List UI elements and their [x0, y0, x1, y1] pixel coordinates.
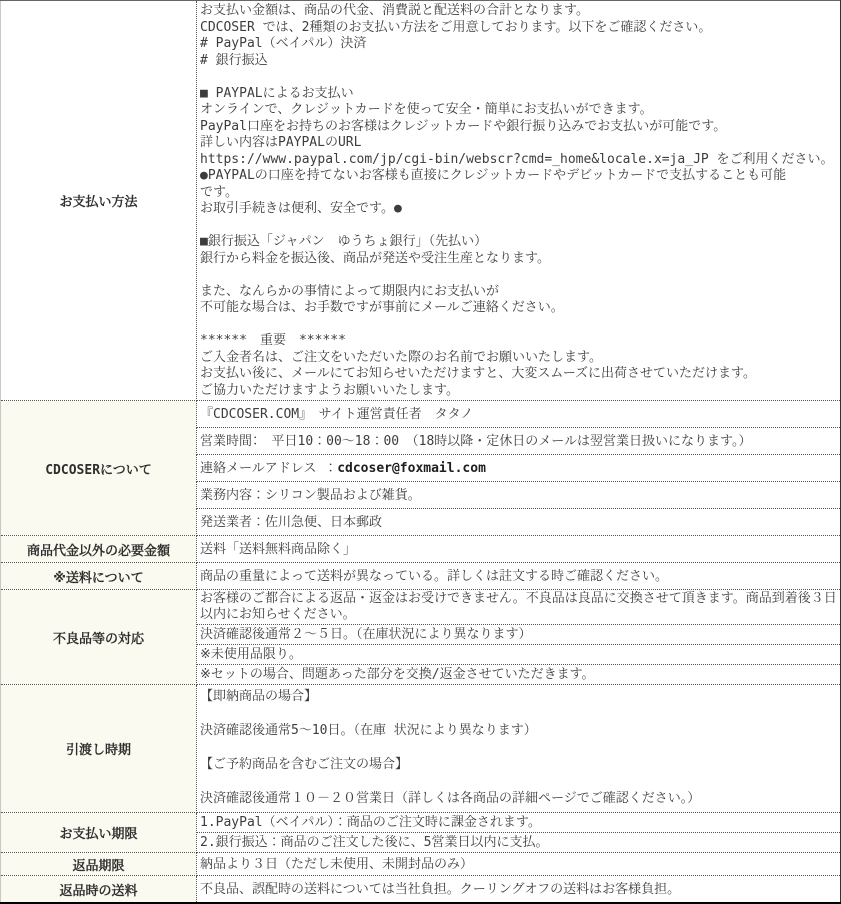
- about-shipping-carriers: 発送業者：佐川急便、日本郵政: [197, 509, 841, 536]
- delivery-content: 【即納商品の場合】 決済確認後通常5～10日。（在庫 状況により異なります） 【ご予約商品を含むご注文の場合】 決済確認後通常１０－２０営業日（詳しくは各商品の詳細ページでご確認ください。）: [197, 685, 841, 813]
- row-payment-method: [1, 1, 841, 401]
- row-defective-policy: [1, 590, 841, 625]
- row-payment-deadline-paypal: [1, 813, 841, 833]
- extra-fees-label: 商品代金以外の必要金額: [1, 536, 197, 563]
- defective-note-unused: ※未使用品限り。: [197, 645, 841, 665]
- contact-email-prefix: 連絡メールアドレス ：: [200, 460, 338, 476]
- about-business-hours: 営業時間： 平日10：00～18：00 （18時以降・定休日のメールは翌営業日扱いになります。）: [197, 428, 841, 455]
- row-shipping-fee: [1, 563, 841, 590]
- shipping-fee-label: ※送料について: [1, 563, 197, 590]
- about-contact-email-row: [197, 455, 841, 482]
- row-return-shipping: [1, 876, 841, 904]
- return-deadline-label: 返品期限: [1, 853, 197, 876]
- payment-method-content: お支払い金額は、商品の代金、消費説と配送料の合計となります。 CDCOSER では、2種類のお支払い方法をご用意しております。以下をご確認ください。 # PayPal（ベイパル）決済 # 銀行振込 ■ PAYPALによるお支払い オンラインで、クレジットカードを使って安全・簡単にお支払いができます。 PayPal口座をお持ちのお客様はクレジットカードや銀行振り込みでお支払いが可能です。 詳しい内容はPAYPALのURL https://www.paypal.com/jp/cgi-bin/webscr?cmd=_home&locale.x=ja_JP をご利用ください。 ●PAYPALの口座を持てないお客様も直接にクレジットカードやデビットカードで支払することも可能 です。 お取引手続きは便利、安全です。● ■銀行振込「ジャパン ゆうちょ銀行」（先払い） 銀行から料金を振込後、商品が発送や受注生産となります。 また、なんらかの事情によって期限内にお支払いが 不可能な場合は、お手数ですが事前にメールご連絡ください。 ****** 重要 ****** ご入金者名は、ご注文をいただいた際のお名前でお願いいたします。 お支払い後に、メールにてお知らせいただけますと、大変スムーズに出荷させていただけます。 ご協力いただけますようお願いいたします。: [197, 1, 841, 401]
- about-site-manager: 『CDCOSER.COM』 サイト運営責任者 タタノ: [197, 401, 841, 428]
- row-extra-fees: [1, 536, 841, 563]
- about-business-description: 業務内容：シリコン製品および雑貨。: [197, 482, 841, 509]
- extra-fees-content: 送料「送料無料商品除く」: [197, 536, 841, 563]
- defective-processing-time: 決済確認後通常２～５日。（在庫状況により異なります）: [197, 625, 841, 645]
- payment-deadline-paypal: 1.PayPal（ベイパル）：商品のご注文時に課金されます。: [197, 813, 841, 833]
- defective-policy: お客様のご都合による返品・返金はお受けできません。不良品は良品に交換させて頂きます。商品到着後３日以内にお知らせください。: [197, 590, 841, 625]
- return-shipping-content: 不良品、誤配時の送料については当社負担。クーリングオフの送料はお客様負担。: [197, 876, 841, 904]
- row-delivery-time: [1, 685, 841, 813]
- about-label: CDCOSERについて: [1, 401, 197, 536]
- payment-deadline-bank: 2.銀行振込：商品のご注文した後に、5営業日以内に支払。: [197, 833, 841, 853]
- row-return-deadline: [1, 853, 841, 876]
- defective-note-set: ※セットの場合、問題あった部分を交換/返金させていただきます。: [197, 665, 841, 685]
- shipping-fee-content: 商品の重量によって送料が異なっている。詳しくは註文する時ご確認ください。: [197, 563, 841, 590]
- payment-deadline-label: お支払い期限: [1, 813, 197, 853]
- row-about-site-manager: [1, 401, 841, 428]
- defective-label: 不良品等の対応: [1, 590, 197, 685]
- return-deadline-content: 納品より３日（ただし未使用、未開封品のみ）: [197, 853, 841, 876]
- payment-method-label: お支払い方法: [1, 1, 197, 401]
- contact-email-address: cdcoser@foxmail.com: [337, 460, 486, 476]
- return-shipping-label: 返品時の送料: [1, 876, 197, 904]
- delivery-label: 引渡し時期: [1, 685, 197, 813]
